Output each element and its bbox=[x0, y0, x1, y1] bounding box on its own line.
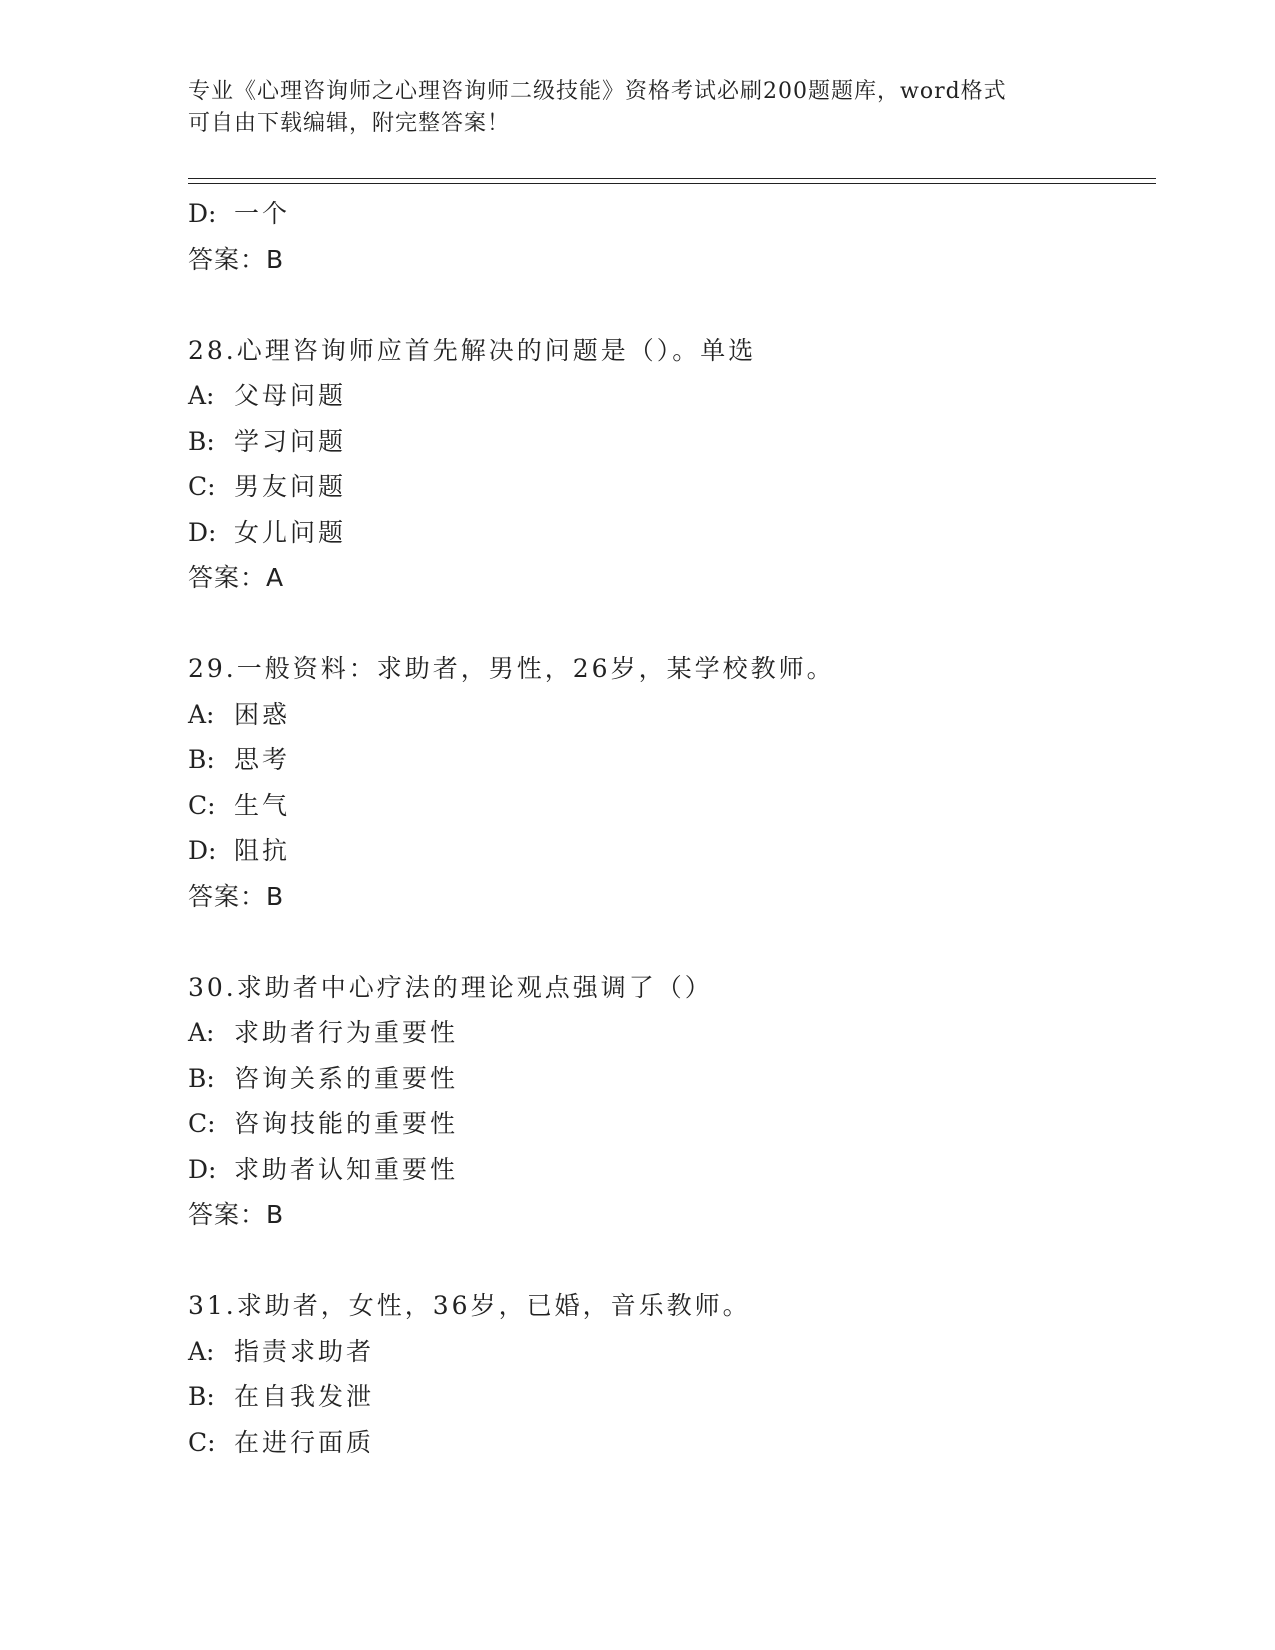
spacer bbox=[188, 919, 1148, 965]
option-label: D: bbox=[188, 199, 217, 228]
option-text: 咨询技能的重要性 bbox=[234, 1109, 459, 1138]
option-label: C: bbox=[188, 790, 216, 820]
option-d bbox=[188, 1147, 1148, 1193]
option-b bbox=[188, 419, 1148, 465]
option-c bbox=[188, 1101, 1148, 1147]
option-text: 求助者认知重要性 bbox=[234, 1154, 459, 1184]
option-d bbox=[188, 191, 1148, 237]
option-text: 男友问题 bbox=[234, 472, 347, 501]
option-text: 在自我发泄 bbox=[234, 1382, 375, 1411]
option-text: 求助者行为重要性 bbox=[234, 1018, 459, 1047]
option-a bbox=[188, 373, 1148, 419]
option-d bbox=[188, 828, 1148, 874]
option-text: 女儿问题 bbox=[234, 517, 347, 547]
option-label: A: bbox=[188, 1336, 215, 1366]
option-label: C: bbox=[188, 1427, 216, 1457]
option-text: 在进行面质 bbox=[234, 1427, 375, 1457]
option-a bbox=[188, 1010, 1148, 1056]
header-line-2: 可自由下载编辑，附完整答案！ bbox=[188, 111, 511, 136]
option-d bbox=[188, 510, 1148, 556]
header-divider-top bbox=[188, 178, 1156, 179]
spacer bbox=[188, 282, 1148, 328]
option-c bbox=[188, 783, 1148, 829]
option-label: A: bbox=[188, 1018, 215, 1047]
option-a bbox=[188, 1329, 1148, 1375]
header-line-1: 专业《心理咨询师之心理咨询师二级技能》资格考试必刷200题题库，word格式 bbox=[188, 79, 1007, 104]
option-text: 学习问题 bbox=[234, 426, 347, 456]
option-label: D: bbox=[188, 1154, 217, 1184]
option-label: B: bbox=[188, 426, 215, 456]
option-text: 困惑 bbox=[234, 699, 291, 729]
option-label: A: bbox=[188, 381, 215, 410]
option-text: 生气 bbox=[234, 790, 291, 820]
option-b bbox=[188, 1056, 1148, 1102]
spacer bbox=[188, 601, 1148, 647]
answer-line: 答案：B bbox=[188, 881, 285, 911]
option-text: 一个 bbox=[234, 199, 291, 228]
header-divider-bottom bbox=[188, 183, 1156, 184]
spacer bbox=[188, 1238, 1148, 1284]
option-label: B: bbox=[188, 1382, 215, 1411]
option-label: D: bbox=[188, 517, 217, 547]
question-stem: 31.求助者，女性，36岁，已婚，音乐教师。 bbox=[188, 1291, 751, 1320]
option-text: 思考 bbox=[234, 745, 291, 774]
answer-line: 答案：B bbox=[188, 244, 285, 274]
question-stem: 28.心理咨询师应首先解决的问题是（）。单选 bbox=[188, 335, 757, 365]
option-text: 父母问题 bbox=[234, 381, 347, 410]
question-list bbox=[188, 191, 1148, 1465]
option-text: 阻抗 bbox=[234, 836, 291, 865]
option-a bbox=[188, 692, 1148, 738]
option-label: B: bbox=[188, 745, 215, 774]
option-c bbox=[188, 1420, 1148, 1466]
answer-line: 答案：A bbox=[188, 563, 285, 592]
option-label: C: bbox=[188, 1109, 216, 1138]
question-stem: 30.求助者中心疗法的理论观点强调了（） bbox=[188, 972, 713, 1002]
question-stem: 29.一般资料：求助者，男性，26岁，某学校教师。 bbox=[188, 654, 835, 683]
option-label: D: bbox=[188, 836, 217, 865]
option-label: B: bbox=[188, 1063, 215, 1093]
answer-line: 答案：B bbox=[188, 1200, 285, 1229]
option-c bbox=[188, 464, 1148, 510]
option-text: 咨询关系的重要性 bbox=[234, 1063, 459, 1093]
option-label: A: bbox=[188, 699, 215, 729]
option-text: 指责求助者 bbox=[234, 1336, 375, 1366]
option-b bbox=[188, 1374, 1148, 1420]
option-label: C: bbox=[188, 472, 216, 501]
document-header bbox=[188, 76, 1088, 140]
option-b bbox=[188, 737, 1148, 783]
